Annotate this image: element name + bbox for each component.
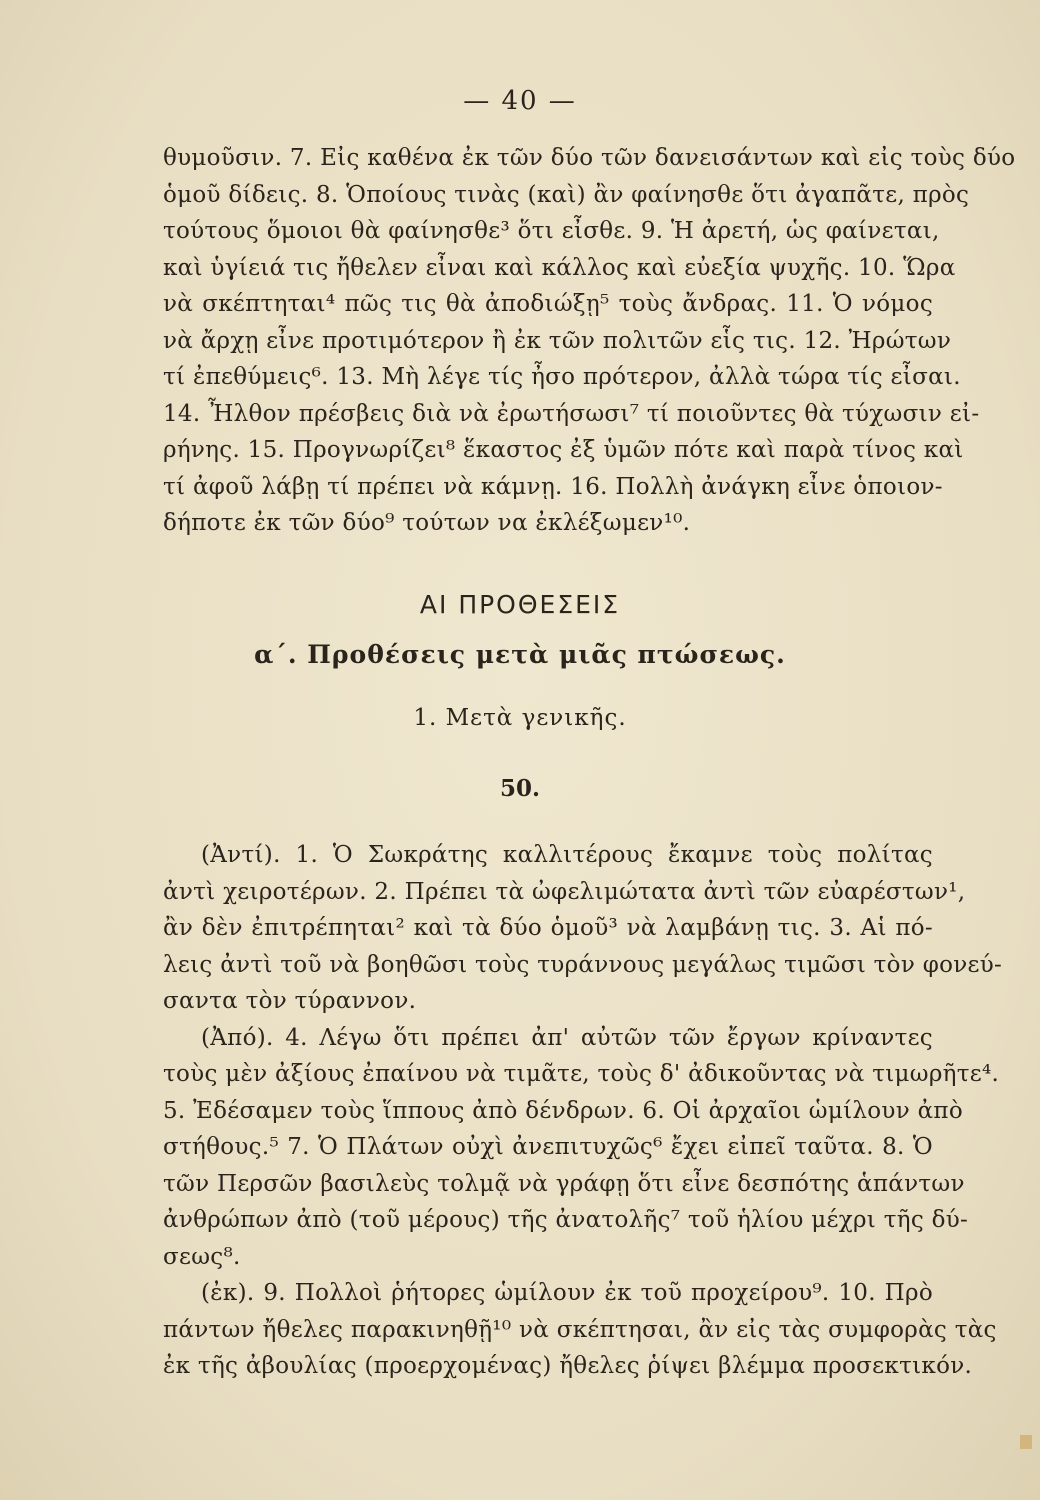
bottom-paragraph [163, 837, 1003, 1385]
text-line: τί ἐπεθύμεις⁶. 13. Μὴ λέγε τίς ἦσο πρότερον, ἀλλὰ τώρα τίς εἶσαι. [163, 364, 961, 390]
text-line: ἀνθρώπων ἀπὸ (τοῦ μέρους) τῆς ἀνατολῆς⁷ τοῦ ἡλίου μέχρι τῆς δύ- [163, 1207, 969, 1233]
text-line: ρήνης. 15. Προγνωρίζει⁸ ἕκαστος ἐξ ὑμῶν πότε καὶ παρὰ τίνος καὶ [163, 437, 964, 463]
text-line: σεως⁸. [163, 1243, 241, 1270]
text-line: 14. Ἦλθον πρέσβεις διὰ νὰ ἐρωτήσωσι⁷ τί ποιοῦντες θὰ τύχωσιν εἰ- [163, 400, 980, 427]
text-line: καὶ ὑγίειά τις ἤθελεν εἶναι καὶ κάλλος καὶ εὐεξία ψυχῆς. 10. Ὥρα [163, 254, 956, 281]
exercise-number: 50. [499, 775, 540, 802]
section-title: ΑΙ ΠΡΟΘΕΣΕΙΣ [419, 590, 621, 619]
subsection-title: α΄. Προθέσεις μετὰ μιᾶς πτώσεως. [254, 640, 786, 669]
text-line: τοὺς μὲν ἀξίους ἐπαίνου νὰ τιμᾶτε, τοὺς δ' ἀδικοῦντας νὰ τιμωρῆτε⁴. [163, 1061, 1000, 1087]
text-line: δήποτε ἐκ τῶν δύο⁹ τούτων να ἐκλέξωμεν¹⁰. [163, 510, 691, 536]
text-line: (Ἀντί). 1. Ὁ Σωκράτης καλλιτέρους ἔκαμνε τοὺς πολίτας [201, 842, 933, 868]
top-paragraph [163, 140, 1016, 542]
sub-subsection-title: 1. Μετὰ γενικῆς. [413, 705, 627, 731]
text-line: στήθους.⁵ 7. Ὁ Πλάτων οὐχὶ ἀνεπιτυχῶς⁶ ἔχει εἰπεῖ ταῦτα. 8. Ὁ [163, 1134, 933, 1160]
text-line: νὰ ἄρχῃ εἶνε προτιμότερον ἢ ἐκ τῶν πολιτῶν εἷς τις. 12. Ἠρώτων [163, 327, 952, 354]
text-line: τῶν Περσῶν βασιλεὺς τολμᾷ νὰ γράφῃ ὅτι εἶνε δεσπότης ἁπάντων [163, 1170, 965, 1197]
paper-stain [1020, 1435, 1032, 1449]
page-number: — 40 — [463, 86, 577, 116]
text-line: ἐκ τῆς ἀβουλίας (προερχομένας) ἤθελες ῥίψει βλέμμα προσεκτικόν. [163, 1353, 973, 1379]
text-line: ἂν δὲν ἐπιτρέπηται² καὶ τὰ δύο ὁμοῦ³ νὰ λαμβάνῃ τις. 3. Αἱ πό- [163, 915, 933, 941]
text-line: νὰ σκέπτηται⁴ πῶς τις θὰ ἀποδιώξῃ⁵ τοὺς ἄνδρας. 11. Ὁ νόμος [163, 291, 933, 317]
text-line: 5. Ἐδέσαμεν τοὺς ἵππους ἀπὸ δένδρων. 6. Οἱ ἀρχαῖοι ὡμίλουν ἀπὸ [163, 1097, 963, 1124]
text-line: (Ἀπό). 4. Λέγω ὅτι πρέπει ἀπ' αὐτῶν τῶν ἔργων κρίναντες [201, 1024, 933, 1051]
text-line: θυμοῦσιν. 7. Εἰς καθένα ἐκ τῶν δύο τῶν δανεισάντων καὶ εἰς τοὺς δύο [163, 145, 1016, 171]
text-line: λεις ἀντὶ τοῦ νὰ βοηθῶσι τοὺς τυράννους μεγάλως τιμῶσι τὸν φονεύ- [163, 951, 1003, 978]
text-line: τούτους ὅμοιοι θὰ φαίνησθε³ ὅτι εἶσθε. 9. Ἡ ἀρετή, ὡς φαίνεται, [163, 218, 940, 244]
text-line: πάντων ἤθελες παρακινηθῇ¹⁰ νὰ σκέπτησαι, ἂν εἰς τὰς συμφορὰς τὰς [163, 1316, 997, 1343]
text-line: ὁμοῦ δίδεις. 8. Ὁποίους τινὰς (καὶ) ἂν φαίνησθε ὅτι ἀγαπᾶτε, πρὸς [163, 181, 970, 208]
text-line: ἀντὶ χειροτέρων. 2. Πρέπει τὰ ὠφελιμώτατα ἀντὶ τῶν εὐαρέστων¹, [163, 878, 966, 905]
text-line: (ἐκ). 9. Πολλοὶ ῥήτορες ὡμίλουν ἐκ τοῦ προχείρου⁹. 10. Πρὸ [201, 1280, 933, 1306]
text-line: τί ἀφοῦ λάβῃ τί πρέπει νὰ κάμνῃ. 16. Πολλὴ ἀνάγκη εἶνε ὁποιον- [163, 473, 943, 500]
text-line: σαντα τὸν τύραννον. [163, 988, 417, 1014]
